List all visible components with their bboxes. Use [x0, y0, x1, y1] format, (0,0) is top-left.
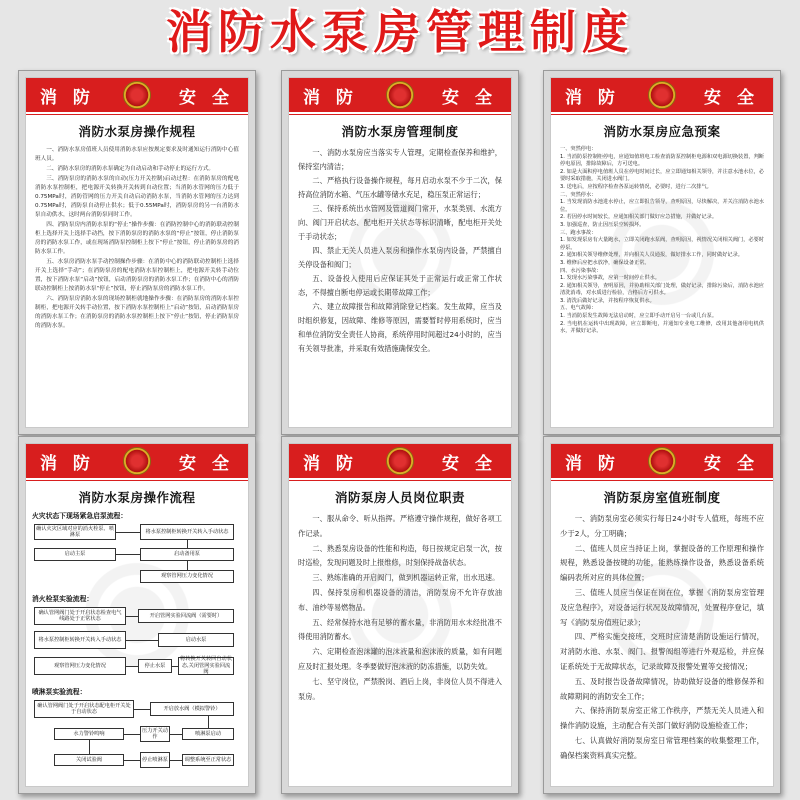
fire-emblem-icon: [648, 81, 676, 109]
paragraph: 三、值班人员应当保证在岗在位，掌握《消防泵房室管理及应急程序》，对设备运行状况及故障情况，处置程序登记，填写《消防泵房值班记录》；: [560, 587, 764, 627]
flow-box: 确认管网阀门处于开启状态配电柜开关处于自动状态: [34, 700, 134, 718]
paragraph: 1. 当发现消防水池进水停止，应立即报告领导，查明原因，尽快解决，并关注消防水池水位。: [560, 199, 764, 213]
board-title: 消防水泵房应急预案: [603, 124, 721, 139]
paragraph: 五、电气故障：: [560, 305, 597, 312]
paragraph: 四、消防泵房内消防水泵的“停止”操作步骤：在消防控制中心的消防联动控制柜上选择开关上选择手动挡，按下消防泵房的消防水泵的“停止”按钮，停止消防泵房的消防水泵工作，或在现场消防泵控制柜上按下“停止”按钮，停止消防泵房的消防水泵工作。: [35, 222, 239, 255]
fire-emblem-icon: [123, 447, 151, 475]
paragraph: 六、建立故障报告和故障消除登记档案。发生故障，应当及时组织修复，因故障、维修等原因，需要暂时停用系统时，应当和单位消防安全责任人协商，系统停用时间超过24小时的，应当有关领导批准，并采取有效措施确保安全。: [298, 302, 502, 353]
paragraph: 2. 通知相关领导维修处理，并向相关人员通报，做好排水工作，同时做好记录。: [560, 252, 743, 259]
fire-emblem-icon: [386, 447, 414, 475]
board-emergency-plan: [543, 70, 781, 435]
paragraph: 二、消防水泵房的消防水泵确定为自动启动和手动停止的运行方式。: [46, 166, 215, 172]
flow-box: 压力开关动作: [140, 726, 170, 742]
paragraph: 一、突然停电：: [560, 146, 597, 152]
board-header: [551, 444, 773, 480]
paragraph: 五、及时报告设备故障情况，协助做好设备的维修保养和故障期间的消防安全工作；: [560, 676, 764, 701]
header-left-text: 消 防: [303, 453, 358, 474]
board-title: 消防水泵房操作流程: [78, 490, 196, 505]
header-left-text: 消 防: [565, 87, 620, 108]
flow-box: 启动水泵: [158, 633, 234, 647]
board-header: [289, 78, 511, 114]
board-header: [289, 444, 511, 480]
paragraph: 1. 当消防泵发生故障无法启动时，应立即手动开启另一台或几台泵。: [560, 313, 718, 320]
board-header: [26, 444, 248, 480]
flow-arrow: [134, 709, 150, 710]
fire-emblem-icon: [648, 447, 676, 475]
board-operation-rules: [18, 70, 256, 435]
paragraph: 3. 维修后应把水放净，确保设备正常。: [560, 259, 650, 266]
header-right-text: 安 全: [179, 87, 234, 108]
paragraph: 六、消防泵房消防水泵的现场控制柜就地操作步骤：在消防泵房的消防水泵控制柜，把电源开关转手动位置，按下消防水泵控制柜上“启动”按钮，启动消防泵房的消防水泵工作；在消防泵房的消防水泵控制柜上按下“停止”按钮，停止消防泵房的消防水泵。: [35, 296, 239, 329]
paragraph: 3. 加强巡查，防止因压泵空转损坏。: [560, 221, 645, 228]
flow-box: 观察管网压力变化情况: [34, 657, 126, 675]
paragraph: 四、保持泵房和机器设备的清洁，消防泵房不允许存放油布、油纱等易燃物品。: [298, 587, 502, 612]
paragraph: 四、禁止无关人员进入泵房和操作水泵房内设备，严禁擅自关停设备和阀门；: [298, 246, 502, 269]
flow-arrow: [116, 532, 140, 533]
header-left-text: 消 防: [40, 87, 95, 108]
board-title: 消防泵房人员岗位职责: [334, 490, 465, 505]
paragraph: 一、消防泵房室必须实行每日24小时专人值班，每班不应少于2人，分工明确；: [560, 514, 764, 538]
board-management-system: [281, 70, 519, 435]
paragraph: 三、保持系统出水管网及管道阀门常开，水泵类别、水流方向、阀门开启状态、配电柜开关状态等标识清晰，配电柜开关处于手动状态；: [298, 204, 502, 241]
paragraph: 三、消防泵房的消防水泵的自动(压力开关控制)启动过程：在消防泵房的配电消防水泵控制柜，把电源开关转换开关转到自动位置；当消防水管网的压力低于0.75MPa时，消防管网的压力开关自动启动消防水泵，当消防水管网的压力达到0.75MPa时，消防泵自动停止供水；低于0.55MPa时，消防泵房的另一台消防水泵自动供水，这时两台消防泵同时工作。: [35, 176, 239, 218]
flow-arrow: [124, 760, 140, 761]
flow-arrow: [126, 666, 138, 667]
flow-section-title: 喷淋泵实验流程：: [32, 688, 87, 696]
flow-arrow: [126, 640, 158, 641]
flow-box: 确认火灾区域对应的消火栓泵、喷淋泵: [34, 524, 116, 540]
board-body: [289, 510, 511, 704]
header-right-text: 安 全: [179, 453, 234, 474]
flow-box: 停止喷淋泵: [140, 752, 170, 768]
paragraph: 四、水污染事故：: [560, 267, 602, 274]
paragraph: 五、经常保持水池有足够的蓄水量，非消防用水未经批准不得使用消防蓄水。: [298, 617, 502, 642]
flowchart-hydrant-test: [32, 605, 242, 683]
flow-box: 将水泵控制柜转换开关转入手动状态: [34, 631, 126, 649]
paragraph: 五、水泵房消防水泵手动控制操作步骤：在消防中心的消防联动控制柜上选择开关上选择“手动”；在消防泵房的配电消防水泵控制柜上，把电源开关转手动位置，按下消防水泵“启动”按钮，启动消防泵房的消防水泵工作；在消防中心的消防联动控制柜上按消防水泵“停止”按钮，停止消防泵房的消防水泵工作。: [35, 259, 239, 292]
paragraph: 二、熟悉泵房设备的性能和构造，每日按规定启泵一次，按时巡检，发现问题及时上报维修，时刻保持战备状态。: [298, 543, 502, 568]
paragraph: 二、值班人员应当持证上岗，掌握设备的工作原理和操作规程，熟悉设备按键的功能，能熟练操作设备，熟悉设备系统编码表所对应的具体位置；: [560, 543, 764, 583]
paragraph: 2. 通知相关领导，查明原因，并协助相关部门处理，做好记录，排除污染后，消防水池应清洗消毒，对水质进行检验，合格后方可供水。: [560, 282, 764, 297]
flow-arrow: [124, 734, 140, 735]
header-right-text: 安 全: [442, 87, 497, 108]
header-right-text: 安 全: [442, 453, 497, 474]
fire-emblem-icon: [123, 81, 151, 109]
paragraph: 2. 若因停水时间较长，应通知相关部门做好应急措施，并做好记录。: [560, 214, 718, 221]
paragraph: 五、设备投入使用后应保证其处于正常运行或正常工作状态，不得擅自断电停运或长期带故障工作；: [298, 274, 502, 297]
page-title: 消防水泵房管理制度: [166, 5, 634, 59]
board-staff-duties: [281, 436, 519, 794]
paragraph: 1. 当消防泵控制柜停电，应通知值班电工检查消防泵控制柜电源和双电源切换装置，判断停电原因，排除故障后，方可送电。: [560, 153, 764, 168]
board-body: [26, 144, 248, 331]
fire-emblem-icon: [386, 81, 414, 109]
flow-box: 启动主泵: [34, 548, 116, 561]
board-duty-system: [543, 436, 781, 794]
board-title: 消防水泵房操作规程: [78, 124, 196, 139]
paragraph: 1. 如发现泵房有大量跑水，立即关闭跑水泵阀，查明原因，视情况关闭相关阀门，必要时停泵。: [560, 237, 764, 251]
flow-box: 将转换开关转回自动状态,关闭管网实验回流阀: [178, 657, 234, 675]
paragraph: 七、认真做好消防泵房室日常管理档案的收集整理工作，确保档案资料真实完整。: [560, 735, 764, 760]
header-left-text: 消 防: [565, 453, 620, 474]
flow-arrow: [89, 740, 90, 754]
paragraph: 六、定期检查泡沫罐的泡沫液量和泡沫液的质量，如有问题应及时汇报处理。冬季要做好泡沫液的防冻措施，以防失效。: [298, 647, 502, 671]
flow-box: 水力警铃鸣响: [54, 728, 124, 740]
flow-arrow: [208, 716, 209, 728]
flow-arrow: [170, 734, 182, 735]
board-body: [551, 144, 773, 336]
flow-box: 将水泵控制柜转换开关转入手动状态: [140, 524, 234, 540]
flow-box: 调整系统至正常状态: [182, 754, 234, 766]
header-right-text: 安 全: [704, 453, 759, 474]
paragraph: 二、突然停水：: [560, 191, 597, 198]
paragraph: 1. 发现水污染事故，应第一时间停止供水。: [560, 275, 660, 282]
board-title: 消防泵房室值班制度: [603, 490, 721, 505]
paragraph: 一、服从命令、听从指挥。严格遵守操作规程，做好各项工作记录。: [298, 514, 502, 538]
paragraph: 一、消防水泵房应当落实专人管理，定期检查保养和维护，保持室内清洁；: [298, 148, 502, 171]
flow-section-title: 火灾状态下现场紧急启泵流程：: [32, 512, 128, 520]
board-operation-flow: [18, 436, 256, 794]
board-header: [26, 78, 248, 114]
flow-box: 关闭试验阀: [54, 754, 124, 766]
flow-box: 确认管网阀门处于开启状态检查电气线路处于正常状态: [34, 607, 126, 625]
paragraph: 四、严格实施交接班，交班时应清楚消防设施运行情况，对消防水池、水泵、阀门、报警阀组等进行外观巡检，并应保证系统处于无故障状态，记录故障及报警处置等交接情况；: [560, 632, 764, 671]
paragraph: 2. 如是大面积停电值班人员在停电时间过长，应立即通知相关领导，并注意水池水位，必要时采取措施，关闭进水阀门。: [560, 168, 764, 183]
flow-arrow: [187, 540, 188, 548]
paragraph: 七、坚守岗位，严禁脱岗、酒后上岗，非岗位人员不得进入泵房。: [298, 676, 502, 701]
header-right-text: 安 全: [704, 87, 759, 108]
flow-box: 喷淋泵启动: [182, 728, 234, 740]
paragraph: 三、跑水事故：: [560, 229, 597, 236]
paragraph: 六、保持消防泵房室正常工作秩序，严禁无关人员进入和操作消防设施，主动配合有关部门做好消防设施检查工作；: [560, 706, 764, 731]
board-header: [551, 78, 773, 114]
flow-box: 观察管网压力变化情况: [140, 570, 234, 583]
header-left-text: 消 防: [303, 87, 358, 108]
flow-box: 开启管网实验回流阀（需要时）: [138, 609, 234, 623]
flowchart-sprinkler-test: [32, 698, 242, 778]
flowchart-emergency: [32, 522, 242, 590]
paragraph: 3. 清洗后做好记录，并按程序恢复供水。: [560, 297, 655, 304]
flow-section-title: 消火栓泵实验流程：: [32, 595, 94, 603]
flow-box: 启动备用泵: [140, 548, 234, 561]
flow-arrow: [116, 554, 140, 555]
board-body: [551, 510, 773, 764]
paragraph: 3. 送电后，应按程序检查各泵运转情况，必要时，进行二次排气。: [560, 183, 712, 190]
board-body: [289, 144, 511, 356]
paragraph: 一、消防水泵房值班人员使用消防水泵应按规定要求及时通知运行消防中心值班人员。: [35, 147, 239, 162]
flow-box: 停止水泵: [138, 659, 172, 673]
flow-arrow: [126, 616, 138, 617]
board-title: 消防水泵房管理制度: [341, 124, 459, 139]
flow-arrow: [170, 760, 182, 761]
header-left-text: 消 防: [40, 453, 95, 474]
paragraph: 三、熟练准确的开启阀门，做到机器运转正常，出水迅速。: [312, 573, 500, 583]
flow-box: 开启放水阀（模拟警铃）: [150, 702, 234, 716]
flow-arrow: [187, 561, 188, 570]
paragraph: 二、严格执行设备操作规程，每月启动水泵不少于二次，保持高位消防水箱、气压水罐等储水充足，稳压泵正常运行；: [298, 176, 502, 199]
paragraph: 2. 当电机在运转中出现故障，应立即断电，并通知专业电工维修，改用其他备用电机供水，并做好记录。: [560, 320, 764, 335]
